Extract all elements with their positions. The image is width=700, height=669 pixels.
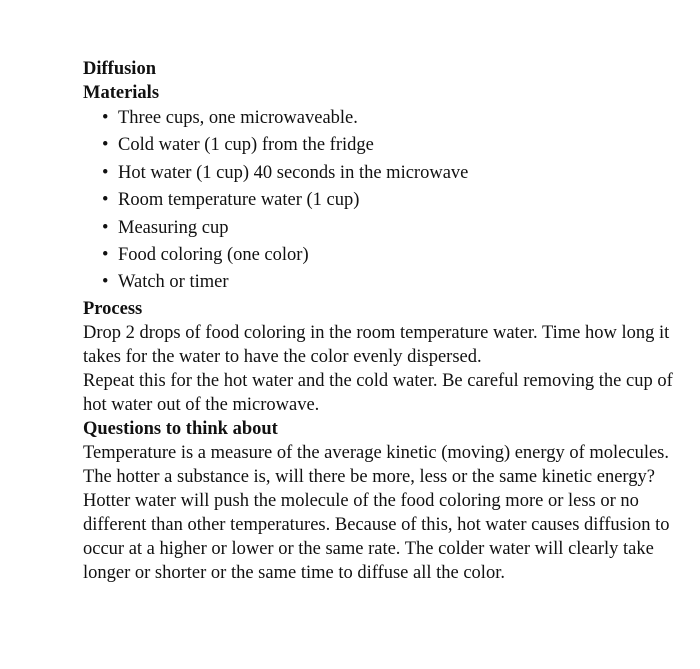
list-item: [102, 160, 683, 187]
bullet-icon: •: [102, 245, 109, 266]
process-heading: Process: [83, 298, 143, 319]
document-title: Diffusion: [83, 59, 156, 79]
process-paragraph: Drop 2 drops of food coloring in the room temperature water. Time how long it takes for the water to have the color evenly dispersed.: [83, 322, 670, 367]
bullet-icon: •: [102, 135, 109, 156]
list-item: [102, 105, 683, 132]
material-item-text: Three cups, one microwaveable.: [118, 108, 358, 128]
materials-heading: Materials: [83, 83, 160, 103]
document-body: [83, 57, 683, 585]
list-item: [102, 242, 683, 269]
bullet-icon: •: [102, 217, 109, 238]
materials-list: [83, 105, 683, 297]
material-item-text: Cold water (1 cup) from the fridge: [118, 135, 374, 156]
material-item-text: Room temperature water (1 cup): [118, 190, 360, 211]
questions-heading: Questions to think about: [83, 418, 278, 439]
bullet-icon: •: [102, 108, 109, 128]
questions-paragraph: Temperature is a measure of the average kinetic (moving) energy of molecules. The hotter a substance is, will there be more, less or the same kinetic energy? Hotter water will push the molecule of the food coloring more or less or no different than other temperatures. Because of this, hot water causes diffusion to occur at a higher or lower or the same rate. The colder water will clearly take longer or shorter or the same time to diffuse all the color.: [83, 442, 670, 583]
material-item-text: Food coloring (one color): [118, 245, 309, 266]
material-item-text: Watch or timer: [118, 272, 229, 293]
material-item-text: Hot water (1 cup) 40 seconds in the microwave: [118, 162, 469, 183]
bullet-icon: •: [102, 272, 109, 293]
list-item: [102, 269, 683, 296]
bullet-icon: •: [102, 190, 109, 211]
process-paragraph: Repeat this for the hot water and the cold water. Be careful removing the cup of hot water out of the microwave.: [83, 370, 673, 415]
material-item-text: Measuring cup: [118, 217, 229, 238]
list-item: [102, 132, 683, 159]
list-item: [102, 187, 683, 214]
bullet-icon: •: [102, 162, 109, 183]
list-item: [102, 215, 683, 242]
